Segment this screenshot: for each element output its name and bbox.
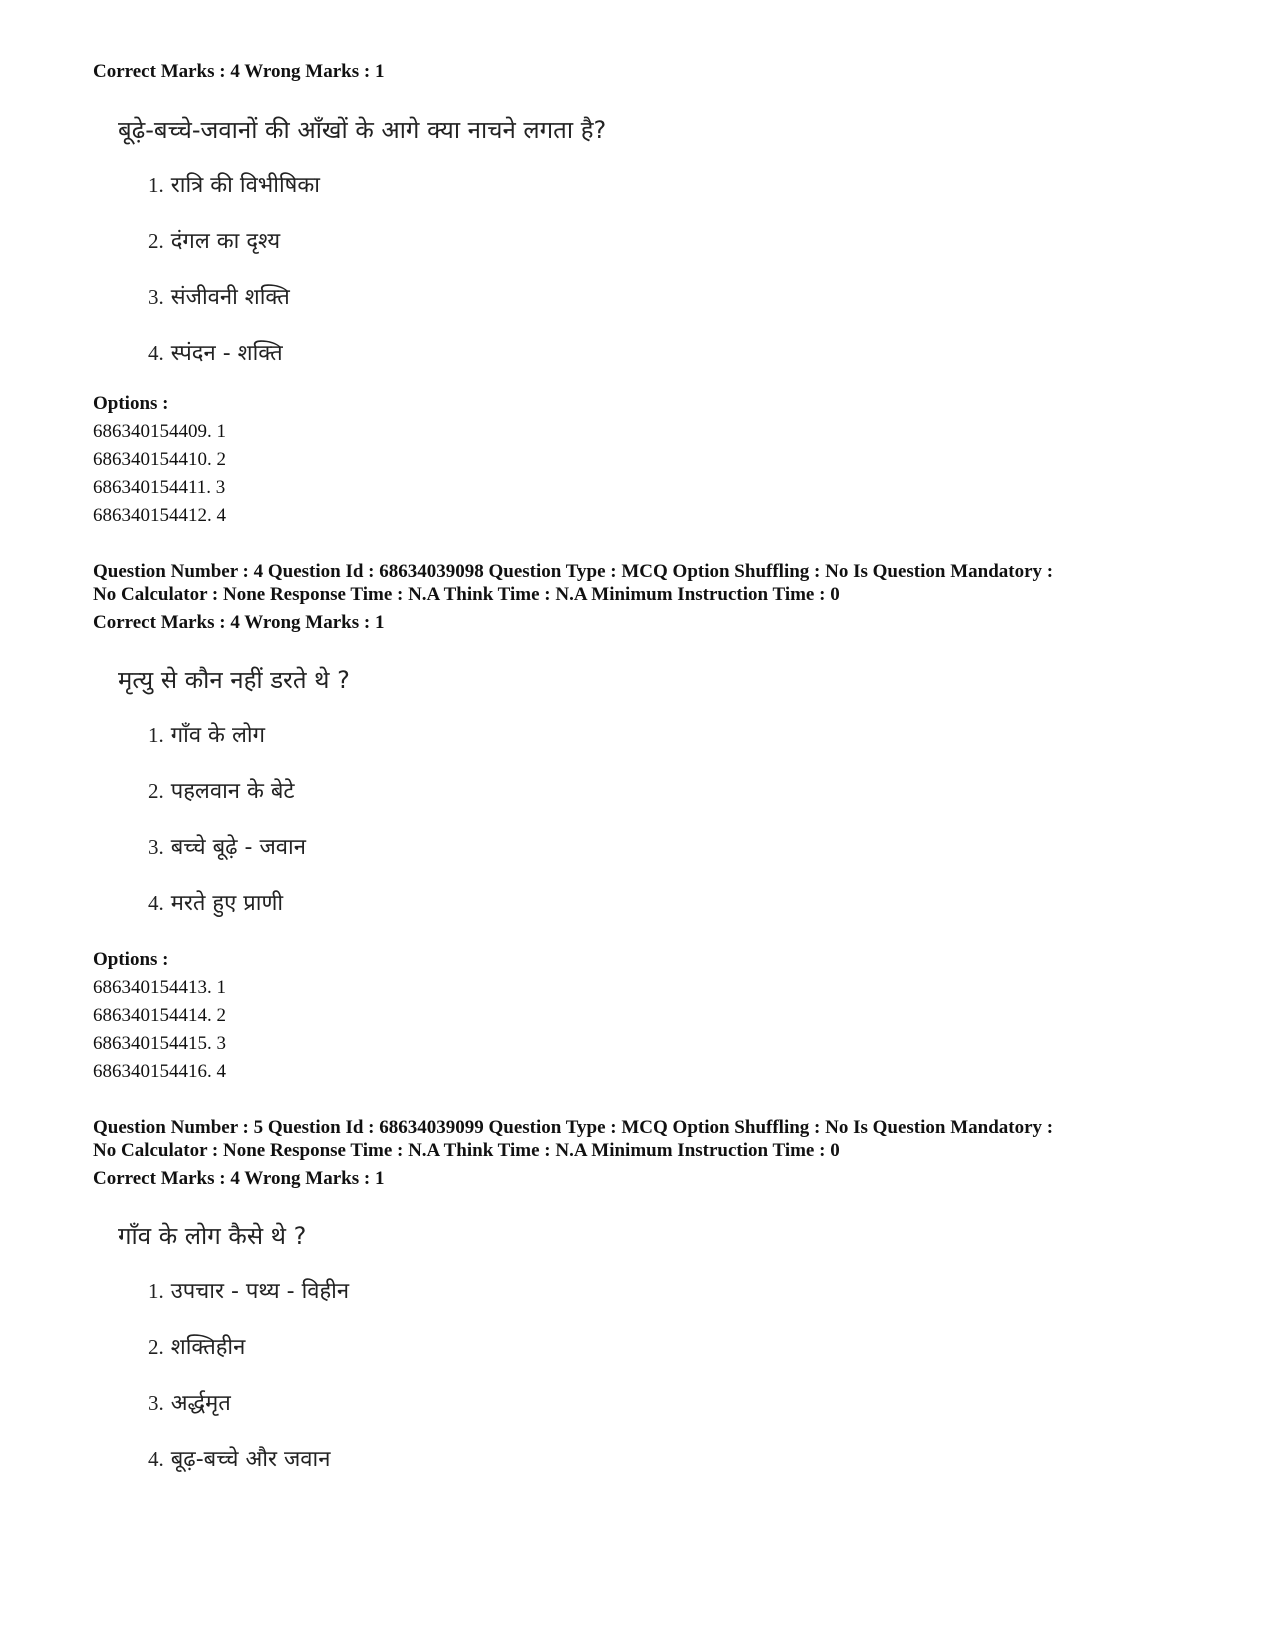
q4-choice-1 <box>148 720 265 751</box>
q5-question-text: गाँव के लोग कैसे थे ? <box>118 1222 307 1250</box>
q3-choice-3 <box>148 282 290 313</box>
q5-choice-3 <box>148 1388 231 1419</box>
q4-options-label: Options : <box>93 949 169 970</box>
q4-choice-4 <box>148 888 283 919</box>
q4-question-text: मृत्यु से कौन नहीं डरते थे ? <box>118 666 350 694</box>
q4-option-id-2: 686340154414. 2 <box>93 1005 226 1026</box>
choice-text: शक्तिहीन <box>170 1335 246 1360</box>
q5-choice-1 <box>148 1276 349 1307</box>
q5-marks: Correct Marks : 4 Wrong Marks : 1 <box>93 1168 385 1189</box>
q4-option-id-3: 686340154415. 3 <box>93 1033 226 1054</box>
q5-meta-line-1: Question Number : 5 Question Id : 68634039099 Question Type : MCQ Option Shuffling : No Is Question Mandatory : <box>93 1117 1054 1138</box>
choice-number: 2. <box>148 1335 164 1359</box>
q3-option-id-2: 686340154410. 2 <box>93 449 226 470</box>
q4-meta-line-1: Question Number : 4 Question Id : 68634039098 Question Type : MCQ Option Shuffling : No Is Question Mandatory : <box>93 561 1054 582</box>
q3-option-id-4: 686340154412. 4 <box>93 505 226 526</box>
q3-option-id-3: 686340154411. 3 <box>93 477 226 498</box>
choice-text: संजीवनी शक्ति <box>170 285 290 310</box>
choice-text: उपचार - पथ्य - विहीन <box>170 1279 350 1304</box>
choice-number: 2. <box>148 229 164 253</box>
choice-number: 3. <box>148 285 164 309</box>
q5-meta-line-2: No Calculator : None Response Time : N.A Think Time : N.A Minimum Instruction Time : 0 <box>93 1140 840 1161</box>
q3-choice-4 <box>148 338 283 369</box>
choice-number: 4. <box>148 891 164 915</box>
choice-number: 1. <box>148 723 164 747</box>
q3-marks: Correct Marks : 4 Wrong Marks : 1 <box>93 61 385 82</box>
q5-choice-4 <box>148 1444 330 1475</box>
q3-option-id-1: 686340154409. 1 <box>93 421 226 442</box>
q4-choice-2 <box>148 776 295 807</box>
q3-question-text: बूढ़े-बच्चे-जवानों की आँखों के आगे क्या नाचने लगता है? <box>118 116 607 144</box>
q4-marks: Correct Marks : 4 Wrong Marks : 1 <box>93 612 385 633</box>
q4-option-id-4: 686340154416. 4 <box>93 1061 226 1082</box>
q4-option-id-1: 686340154413. 1 <box>93 977 226 998</box>
choice-number: 3. <box>148 1391 164 1415</box>
choice-number: 4. <box>148 341 164 365</box>
choice-text: बूढ़-बच्चे और जवान <box>170 1447 331 1472</box>
choice-number: 1. <box>148 173 164 197</box>
choice-text: पहलवान के बेटे <box>170 779 295 804</box>
choice-text: स्पंदन - शक्ति <box>170 341 283 366</box>
q4-meta-line-2: No Calculator : None Response Time : N.A Think Time : N.A Minimum Instruction Time : 0 <box>93 584 840 605</box>
choice-text: गाँव के लोग <box>170 723 265 748</box>
q5-choice-2 <box>148 1332 245 1363</box>
choice-text: दंगल का दृश्य <box>170 229 281 254</box>
choice-number: 2. <box>148 779 164 803</box>
choice-number: 1. <box>148 1279 164 1303</box>
choice-text: मरते हुए प्राणी <box>170 891 284 916</box>
choice-number: 3. <box>148 835 164 859</box>
choice-text: बच्चे बूढ़े - जवान <box>170 835 306 860</box>
q3-choice-1 <box>148 170 320 201</box>
choice-number: 4. <box>148 1447 164 1471</box>
choice-text: रात्रि की विभीषिका <box>170 173 320 198</box>
q3-options-label: Options : <box>93 393 169 414</box>
q3-choice-2 <box>148 226 280 257</box>
q4-choice-3 <box>148 832 306 863</box>
choice-text: अर्द्धमृत <box>170 1391 231 1416</box>
